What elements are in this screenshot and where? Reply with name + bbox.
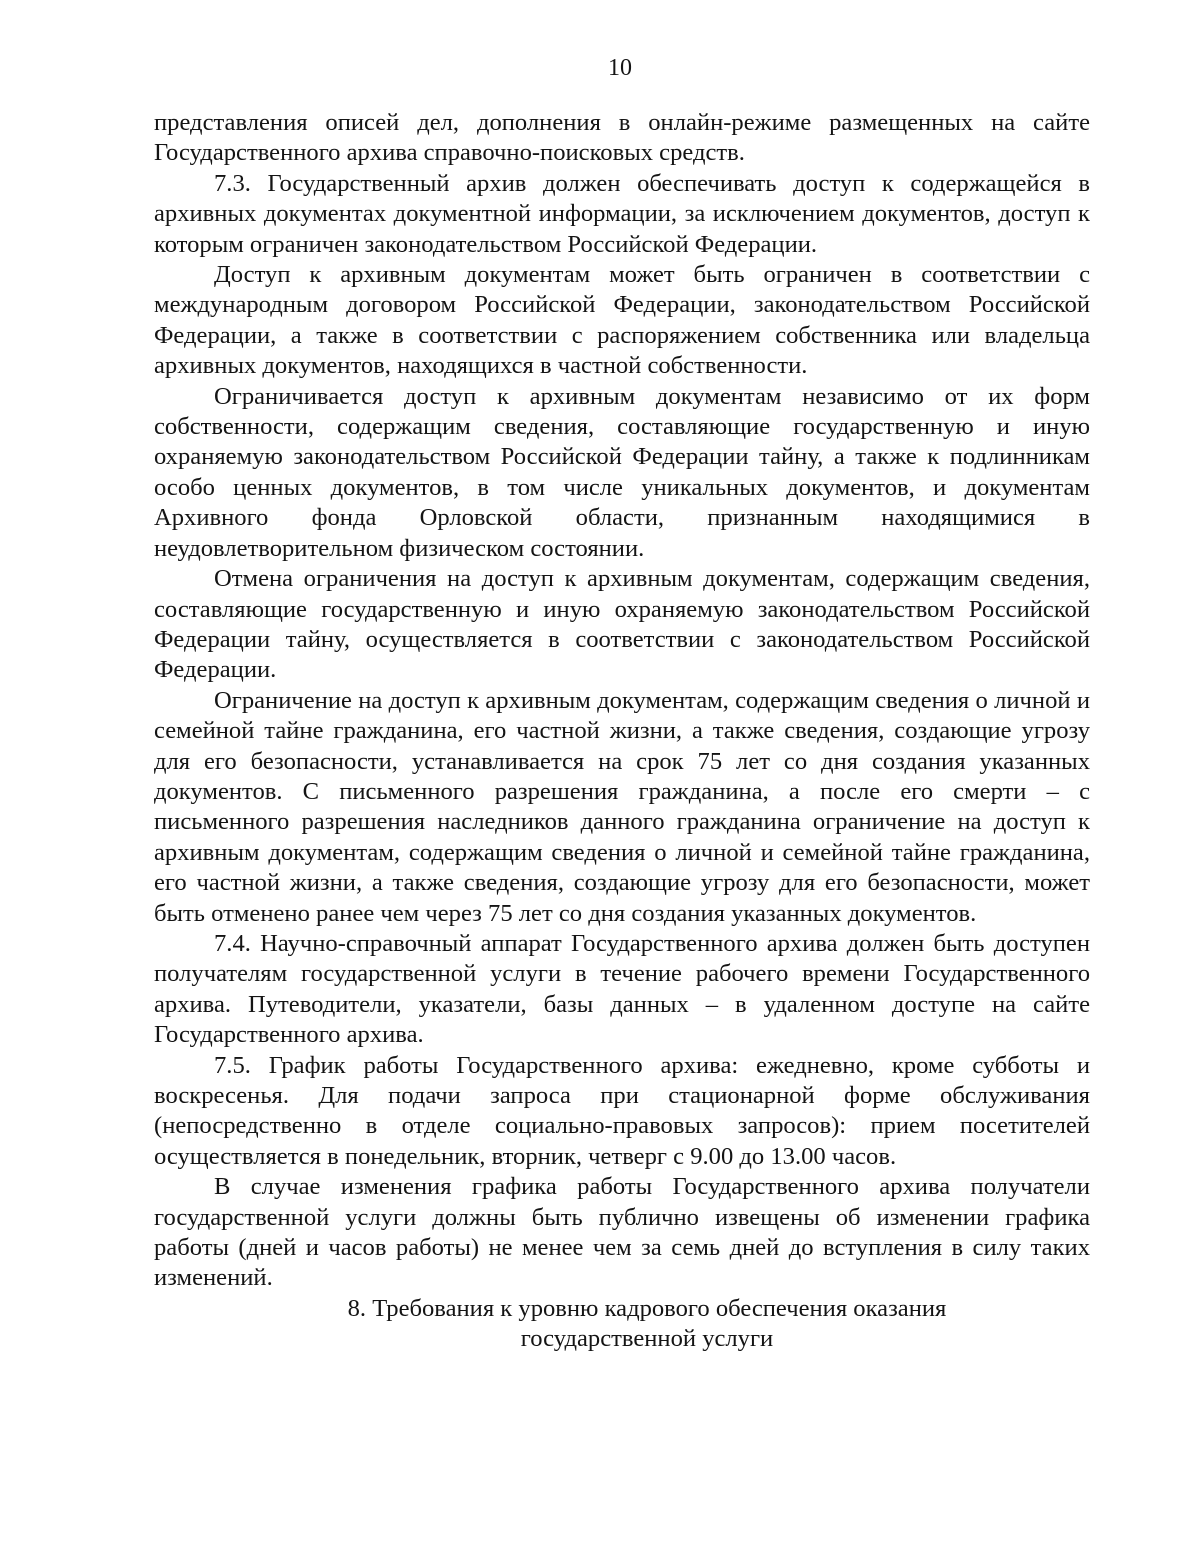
paragraph-personal-secret: Ограничение на доступ к архивным документам, содержащим сведения о личной и семейной тайне гражданина, его частной жизни, а также сведения, создающие угрозу для его безопасности, устанавливается на срок 75 лет со дня создания указанных документов. С письменного разрешения гражданина, а после его смерти – с письменного разрешения наследников данного гражданина ограничение на доступ к архивным документам, содержащим сведения о личной и семейной тайне гражданина, его частной жизни, а также сведения, создающие угрозу для его безопасности, может быть отменено ранее чем через 75 лет со дня создания указанных документов. xyxy=(154,686,1090,927)
document-body xyxy=(154,108,1090,1355)
paragraph-7-5: 7.5. График работы Государственного архива: ежедневно, кроме субботы и воскресенья. Для подачи запроса при стационарной форме обслуживания (непосредственно в отделе социально-правовых запросов): прием посетителей осуществляется в понедельник, вторник, четверг с 9.00 до 13.00 часов. xyxy=(154,1051,1090,1170)
paragraph-schedule-change: В случае изменения графика работы Государственного архива получатели государственной услуги должны быть публично извещены об изменении графика работы (дней и часов работы) не менее чем за семь дней до вступления в силу таких изменений. xyxy=(154,1173,1090,1292)
paragraph-access-restriction: Доступ к архивным документам может быть ограничен в соответствии с международным договором Российской Федерации, законодательством Российской Федерации, а также в соответствии с распоряжением собственника или владельца архивных документов, находящихся в частной собственности. xyxy=(154,261,1090,380)
paragraph-restriction-cancel: Отмена ограничения на доступ к архивным документам, содержащим сведения, составляющие государственную и иную охраняемую законодательством Российской Федерации тайну, осуществляется в соответствии с законодательством Российской Федерации. xyxy=(154,565,1090,684)
paragraph-7-3: 7.3. Государственный архив должен обеспечивать доступ к содержащейся в архивных документах документной информации, за исключением документов, доступ к которым ограничен законодательством Российской Федерации. xyxy=(154,169,1090,258)
paragraph-7-4: 7.4. Научно-справочный аппарат Государственного архива должен быть доступен получателям государственной услуги в течение рабочего времени Государственного архива. Путеводители, указатели, базы данных – в удаленном доступе на сайте Государственного архива. xyxy=(154,929,1090,1049)
page-number: 10 xyxy=(608,55,632,81)
section-heading-line-2: государственной услуги xyxy=(520,1325,774,1353)
section-heading-line-1: 8. Требования к уровню кадрового обеспечения оказания xyxy=(347,1294,947,1322)
paragraph-restricted-access: Ограничивается доступ к архивным документам независимо от их форм собственности, содержащим сведения, составляющие государственную и иную охраняемую законодательством Российской Федерации тайну, а также к подлинникам особо ценных документов, в том числе уникальных документов, и документам Архивного фонда Орловской области, признанным находящимися в неудовлетворительном физическом состоянии. xyxy=(154,382,1090,562)
paragraph-continuation: представления описей дел, дополнения в онлайн-режиме размещенных на сайте Государственного архива справочно-поисковых средств. xyxy=(154,109,1090,167)
section-heading xyxy=(154,1294,1090,1355)
